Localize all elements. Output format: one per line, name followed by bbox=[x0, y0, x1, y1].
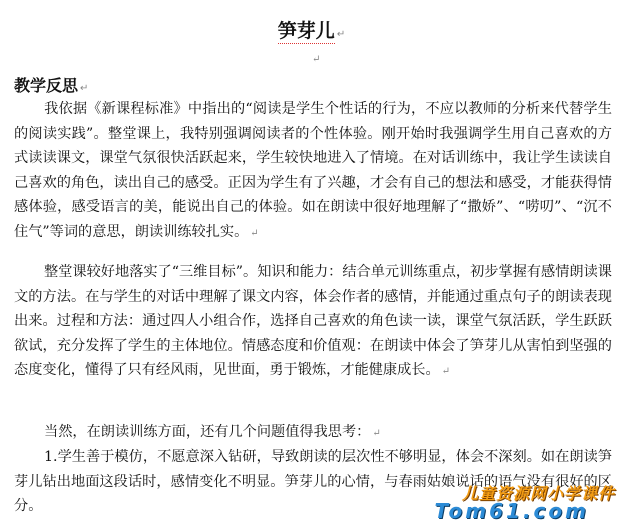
section-heading bbox=[14, 73, 88, 96]
paragraph-text: 整堂课较好地落实了“三维目标”。知识和能力：结合单元训练重点，初步掌握有感情朗读课文的方法。在与学生的对话中理解了课文内容，体会作者的感情，并能通过重点句子的朗读表现出来。过程和方法：通过四人小组合作，选择自己喜欢的角色读一读，课堂气氛活跃，学生跃跃欲试，充分发挥了学生的主体地位。情感态度和价值观：在朗读中体会了笋芽儿从害怕到坚强的态度变化，懂得了只有经风雨，见世面，勇于锻炼，才能健康成长。 bbox=[14, 264, 612, 378]
watermark-bottom-text: Tom61.com bbox=[434, 499, 589, 523]
paragraph-mark-icon: ↵ bbox=[312, 54, 321, 65]
paragraph-mark-icon: ↵ bbox=[80, 83, 89, 94]
paragraph-text: 1.学生善于模仿，不愿意深入钻研，导致朗读的层次性不够明显，体会不深刻。如在朗读笋芽儿钻出地面这段话时，感情变化不明显。笋芽儿的心情，与春雨姑娘说话的语气没有很好的区分。 bbox=[14, 449, 612, 514]
paragraph-text: 当然，在朗读训练方面，还有几个问题值得我思考： bbox=[44, 424, 371, 440]
paragraph-mark-icon: ↵ bbox=[250, 227, 259, 239]
paragraph-mark-icon: ↵ bbox=[372, 428, 381, 439]
body-paragraph bbox=[14, 260, 612, 385]
watermark-top-text: 儿童资源网小学课件 bbox=[461, 484, 615, 503]
heading-text: 教学反思 bbox=[14, 76, 79, 95]
paragraph-text: 我依据《新课程标准》中指出的“阅读是学生个性话的行为，不应以教师的分析来代替学生的阅读实践”。整堂课上，我特别强调阅读者的个性体验。刚开始时我强调学生用自己喜欢的方式读读课文，课堂气氛很快活跃起来，学生较快地进入了情境。在对话训练中，我让学生读读自己喜欢的角色，读出自己的感受。正因为学生有了兴趣，才会有自己的想法和感受，才能获得情感体验，感受语言的美，能说出自己的体验。如在朗读中很好地理解了“撒娇”、“唠叨”、“沉不住气”等词的意思，朗读训练较扎实。 bbox=[14, 101, 612, 240]
paragraph-mark-icon: ↵ bbox=[336, 29, 346, 40]
site-watermark bbox=[383, 481, 615, 523]
paragraph-mark-icon: ↵ bbox=[441, 366, 451, 377]
body-paragraph bbox=[14, 420, 612, 447]
document-title bbox=[0, 16, 623, 43]
title-text: 笋芽儿 bbox=[277, 20, 335, 42]
body-paragraph bbox=[14, 97, 612, 246]
